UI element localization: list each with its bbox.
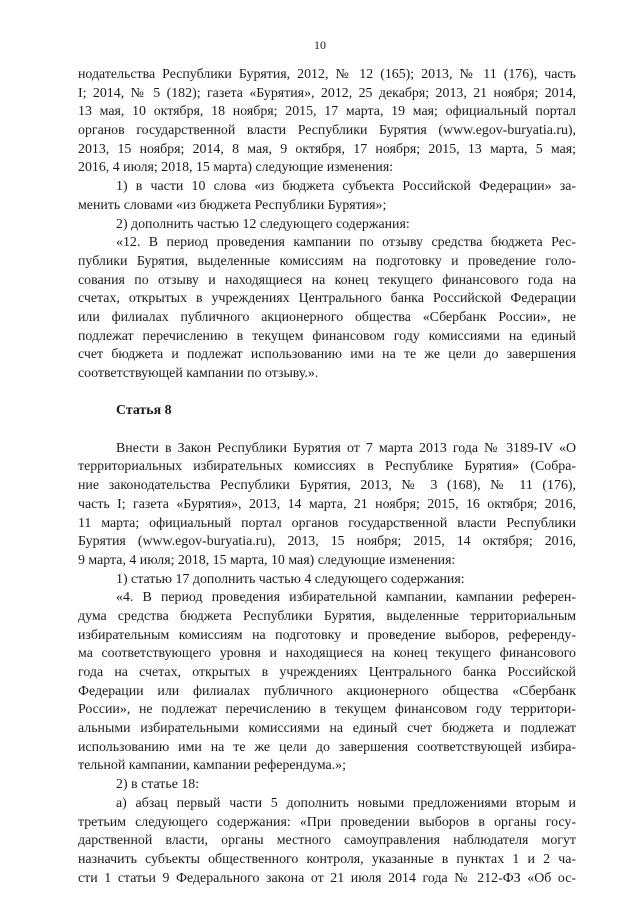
text-line: назначить субъекты общественного контроля, указанные в пунктах 1 и 2 ча-	[78, 851, 576, 867]
text-line: 13 мая, 10 октября, 18 ноября; 2015, 17 марта, 19 мая; официальный портал	[78, 104, 576, 120]
spacer	[78, 421, 576, 440]
list-item-2	[78, 216, 576, 235]
spacer	[78, 384, 576, 403]
text-line: альными избирательными комиссиями на единый счет бюджета и подлежат	[78, 721, 576, 737]
text-line: дума средства бюджета Республики Бурятия, выделенные территориальным	[78, 608, 576, 624]
article-8-intro	[78, 440, 576, 571]
text-line: «12. В период проведения кампании по отзыву средства бюджета Рес-	[116, 235, 576, 251]
text-line: тельной кампании, кампании референдума.»;	[78, 758, 346, 774]
text-line: России», не подлежат перечислению в текущем финансовом году территори-	[78, 702, 576, 718]
text-line: Внести в Закон Республики Бурятия от 7 марта 2013 года № 3189-IV «О	[116, 440, 576, 456]
quoted-part-12	[78, 234, 576, 384]
document-body	[78, 66, 576, 888]
text-line: сти 1 статьи 9 Федерального закона от 21 июля 2014 года № 212-ФЗ «Об ос-	[78, 870, 576, 886]
text-line: территориальных избирательных комиссиях в Республике Бурятия» (Собра-	[78, 459, 576, 475]
text-line: использованию ими на те же цели до завершения соответствующей избира-	[78, 739, 576, 755]
quoted-part-4	[78, 589, 576, 776]
text-line: менить словами «из бюджета Республики Бурятия»;	[78, 197, 387, 213]
text-line: 1) статью 17 дополнить частью 4 следующего содержания:	[116, 571, 465, 587]
text-line: Бурятия (www.egov-buryatia.ru), 2013, 15 ноября; 2015, 14 октября; 2016,	[78, 534, 576, 550]
text-line: органов государственной власти Республики Бурятия (www.egov-buryatia.ru),	[78, 123, 576, 139]
text-line: ние законодательства Республики Бурятия, 2013, № 3 (168), № 11 (176),	[78, 478, 576, 494]
text-line: ма соответствующего уровня и находящиеся на конец текущего финансового	[78, 646, 576, 662]
text-line: 11 марта; официальный портал органов государственной власти Республики	[78, 515, 576, 531]
text-line: или филиалах публичного акционерного общества «Сбербанк России», не	[78, 309, 576, 325]
list-item-1	[78, 178, 576, 215]
sub-item-a	[78, 795, 576, 888]
text-line: 9 марта, 4 июля; 2018, 15 марта, 10 мая) следующие изменения:	[78, 552, 456, 568]
list-item-article18	[78, 776, 576, 795]
text-line: счетах, открытых в учреждениях Центрального банка Российской Федерации	[78, 291, 576, 307]
text-line: I; 2014, № 5 (182); газета «Бурятия», 2012, 25 декабря; 2013, 21 ноября; 2014,	[78, 85, 576, 101]
text-line: дарственной власти, органы местного самоуправления наблюдателя могут	[78, 833, 576, 849]
text-line: соответствующей кампании по отзыву.».	[78, 366, 319, 381]
text-line: подлежат перечислению в текущем финансовом году комиссиями на единый	[78, 328, 576, 344]
paragraph-continuation	[78, 66, 576, 178]
text-line: 2013, 15 ноября; 2014, 8 мая, 9 октября, 17 ноября; 2015, 13 марта, 5 мая;	[78, 141, 576, 157]
text-line: часть I; газета «Бурятия», 2013, 14 марта, 21 ноября; 2015, 16 октября; 2016,	[78, 496, 576, 512]
text-line: 2016, 4 июля; 2018, 15 марта) следующие изменения:	[78, 160, 394, 176]
text-line: нодательства Республики Бурятия, 2012, № 12 (165); 2013, № 11 (176), часть	[78, 67, 576, 82]
text-line: сования по отзыву и находящиеся на конец текущего финансового года на	[78, 272, 576, 288]
text-line: 2) дополнить частью 12 следующего содержания:	[116, 216, 410, 232]
text-line: года на счетах, открытых в учреждениях Центрального банка Российской	[78, 665, 576, 680]
text-line: 2) в статье 18:	[116, 777, 200, 793]
text-line: третьим следующего содержания: «При проведении выборов в органы госу-	[78, 814, 576, 830]
page-number: 10	[314, 38, 326, 52]
text-line: Федерации или филиалах публичного акционерного общества «Сбербанк	[78, 683, 576, 699]
text-line: а) абзац первый части 5 дополнить новыми предложениями вторым и	[116, 795, 576, 811]
text-line: «4. В период проведения избирательной кампании, кампании референ-	[116, 590, 576, 606]
article-heading: Статья 8	[116, 403, 172, 419]
text-line: счет бюджета и подлежат использованию ими на те же цели до завершения	[78, 347, 576, 363]
text-line: избирательным комиссиям на подготовку и проведение выборов, референду-	[78, 627, 576, 643]
list-item-article17	[78, 571, 576, 590]
text-line: 1) в части 10 слова «из бюджета субъекта Российской Федерации» за-	[116, 179, 576, 195]
text-line: публики Бурятия, выделенные комиссиям на подготовку и проведение голо-	[78, 253, 576, 269]
